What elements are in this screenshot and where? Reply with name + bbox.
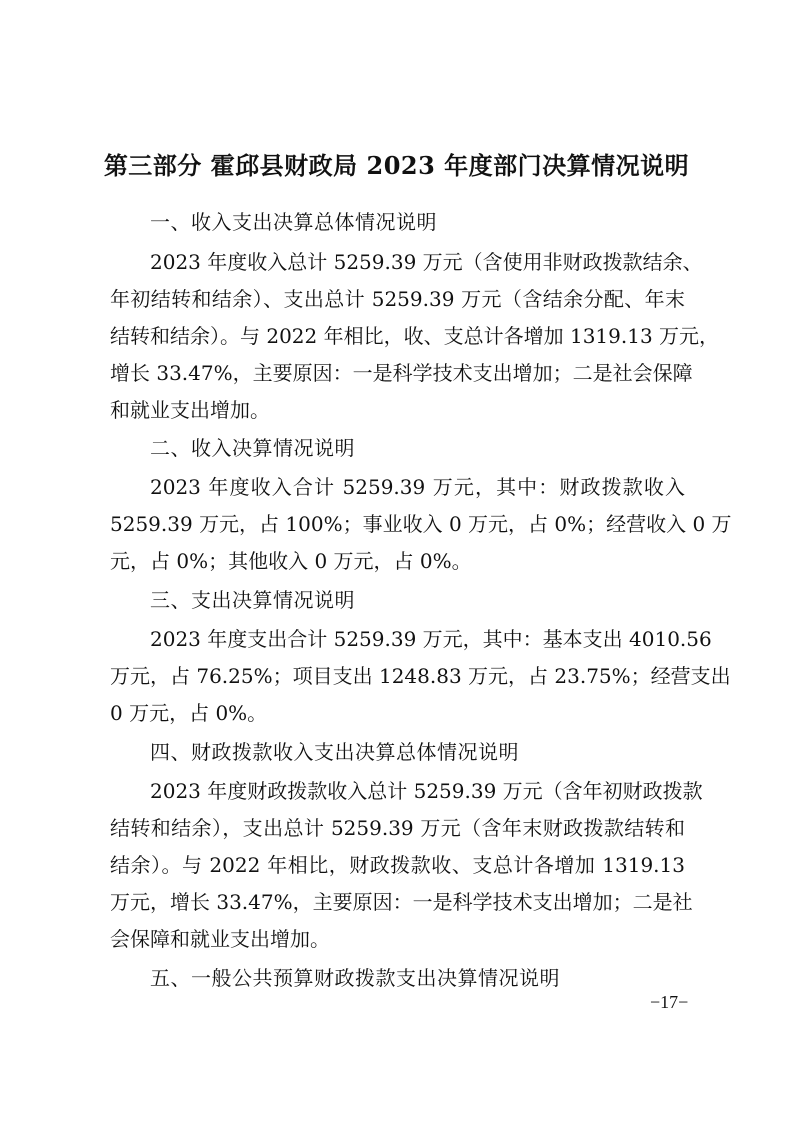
paragraph-line: 会保障和就业支出增加。	[110, 927, 330, 951]
paragraph-line: 元，占 0%；其他收入 0 万元，占 0%。	[110, 549, 472, 573]
paragraph-line: 结转和结余）。与 2022 年相比，收、支总计各增加 1319.13 万元，	[110, 324, 720, 348]
paragraph-line: 2023 年度财政拨款收入总计 5259.39 万元（含年初财政拨款	[150, 779, 703, 803]
paragraph-line: 和就业支出增加。	[110, 398, 270, 422]
paragraph-line: 结转和结余），支出总计 5259.39 万元（含年末财政拨款结转和	[110, 816, 685, 840]
page-title: 第三部分 霍邱县财政局 2023 年度部门决算情况说明	[103, 151, 690, 180]
paragraph-line: 万元，占 76.25%；项目支出 1248.83 万元，占 23.75%；经营支出	[110, 664, 731, 688]
section-heading: 一、收入支出决算总体情况说明	[150, 210, 437, 234]
paragraph-line: 增长 33.47%，主要原因：一是科学技术支出增加；二是社会保障	[110, 361, 693, 385]
page-number: −17−	[650, 992, 689, 1012]
paragraph-line: 5259.39 万元，占 100%；事业收入 0 万元，占 0%；经营收入 0 万	[110, 512, 732, 536]
paragraph-line: 0 万元，占 0%。	[110, 701, 268, 725]
paragraph-line: 2023 年度收入总计 5259.39 万元（含使用非财政拨款结余、	[150, 250, 703, 274]
paragraph-line: 结余）。与 2022 年相比，财政拨款收、支总计各增加 1319.13	[110, 853, 685, 877]
paragraph-line: 万元，增长 33.47%，主要原因：一是科学技术支出增加；二是社	[110, 890, 693, 914]
section-heading: 四、财政拨款收入支出决算总体情况说明	[150, 740, 519, 764]
paragraph-line: 2023 年度收入合计 5259.39 万元，其中：财政拨款收入	[150, 475, 685, 499]
section-heading: 三、支出决算情况说明	[150, 588, 355, 612]
paragraph-line: 年初结转和结余）、支出总计 5259.39 万元（含结余分配、年末	[110, 287, 685, 311]
paragraph-line: 2023 年度支出合计 5259.39 万元，其中：基本支出 4010.56	[150, 627, 712, 651]
section-heading: 五、一般公共预算财政拨款支出决算情况说明	[150, 966, 560, 990]
section-heading: 二、收入决算情况说明	[150, 436, 355, 460]
